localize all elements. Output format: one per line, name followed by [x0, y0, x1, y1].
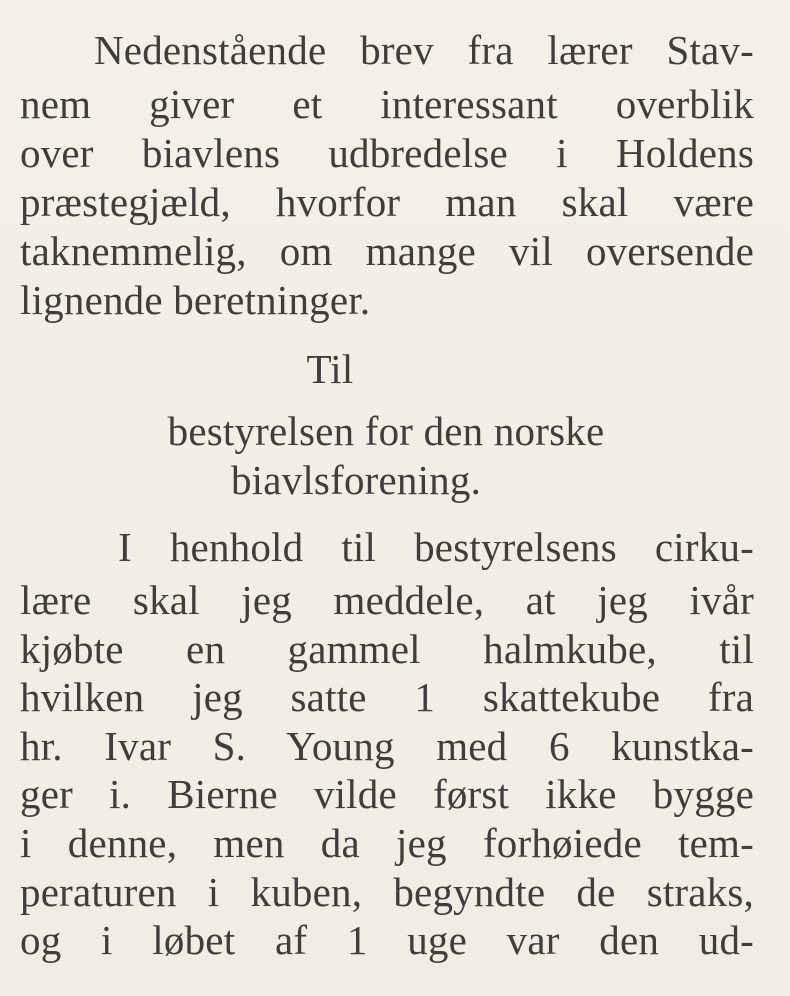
address-to: Til	[306, 346, 354, 392]
text-line: taknemmelig, om mange vil oversende	[20, 228, 754, 274]
text-line: ger i. Bierne vilde først ikke bygge	[20, 771, 754, 817]
text-line: peraturen i kuben, begyndte de straks,	[20, 869, 754, 915]
text-line: lignende beretninger.	[20, 277, 371, 323]
text-line: kjøbte en gammel halmkube, til	[20, 626, 754, 672]
text-line: præstegjæld, hvorfor man skal være	[20, 179, 754, 225]
text-line: over biavlens udbredelse i Holdens	[20, 130, 754, 176]
text-line: nem giver et interessant overblik	[20, 81, 754, 127]
text-line: og i løbet af 1 uge var den ud-	[20, 917, 754, 963]
address-line-2: biavlsforening.	[230, 457, 482, 503]
text-line: hvilken jeg satte 1 skattekube fra	[20, 674, 754, 720]
text-line: hr. Ivar S. Young med 6 kunstka-	[20, 723, 754, 769]
text-line: I henhold til bestyrelsens cirku-	[118, 524, 754, 570]
text-line: i denne, men da jeg forhøiede tem-	[20, 820, 754, 866]
text-line: lære skal jeg meddele, at jeg ivår	[20, 577, 754, 623]
text-line: Nedenstående brev fra lærer Stav-	[94, 27, 754, 73]
address-line-1: bestyrelsen for den norske	[167, 408, 605, 454]
